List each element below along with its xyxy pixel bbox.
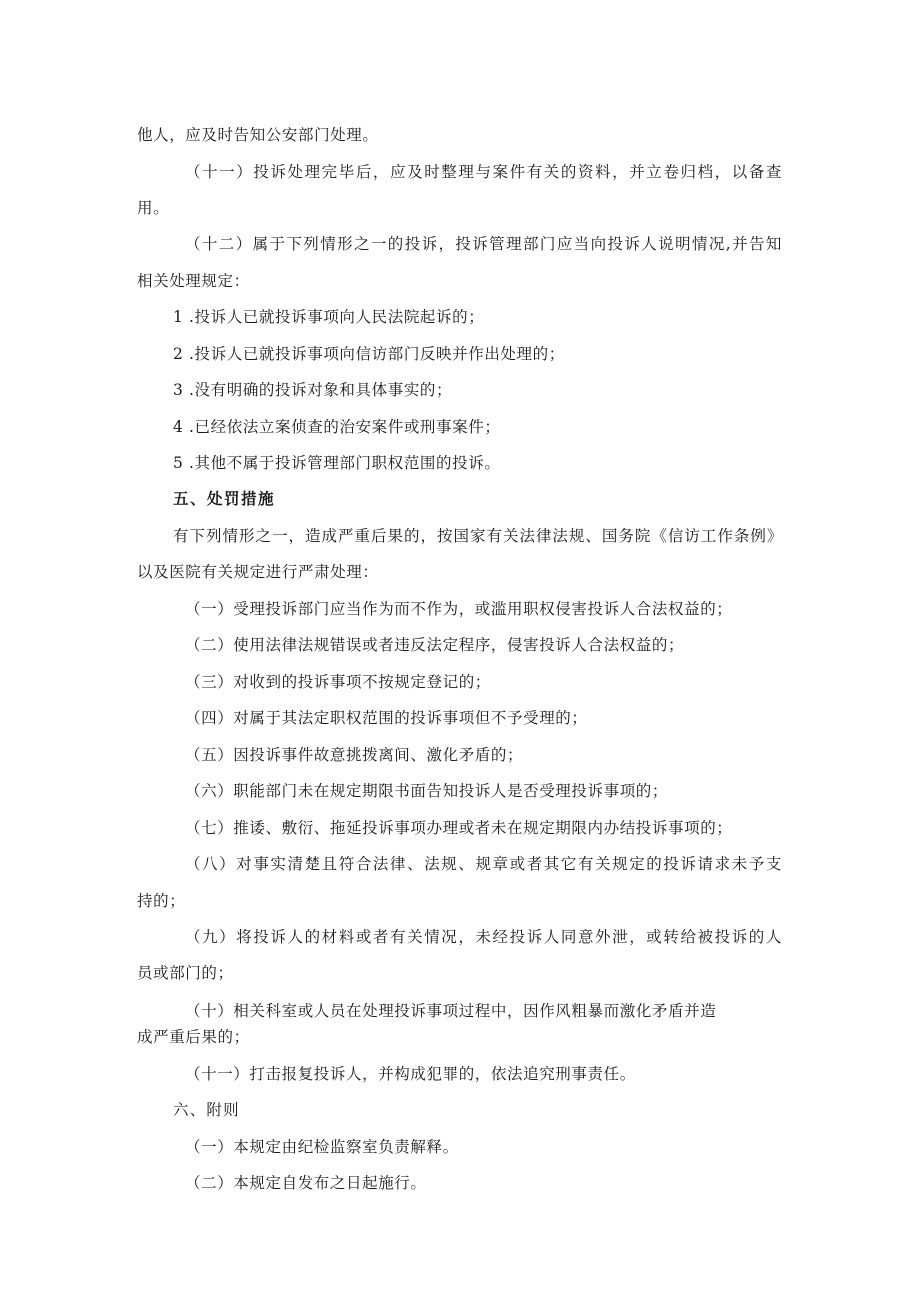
section-heading: 五、处罚措施 bbox=[173, 489, 276, 508]
list-item: 3 .没有明确的投诉对象和具体事实的； bbox=[173, 381, 453, 399]
paragraph-line: 相关处理规定： bbox=[137, 272, 250, 290]
list-item: 5 .其他不属于投诉管理部门职权范围的投诉。 bbox=[173, 454, 501, 472]
list-item: （五）因投诉事件故意挑拨离间、激化矛盾的； bbox=[185, 746, 524, 764]
list-item: （六）职能部门未在规定期限书面告知投诉人是否受理投诉事项的； bbox=[185, 782, 669, 800]
list-item: 2 .投诉人已就投诉事项向信访部门反映并作出处理的； bbox=[173, 345, 565, 363]
list-item: （二）使用法律法规错误或者违反法定程序，侵害投诉人合法权益的； bbox=[185, 636, 685, 654]
list-item-continuation: 持的； bbox=[137, 892, 186, 910]
list-item: 4 .已经依法立案侦查的治安案件或刑事案件； bbox=[173, 418, 501, 436]
paragraph-line: 以及医院有关规定进行严肃处理： bbox=[137, 563, 379, 581]
list-item: （十）相关科室或人员在处理投诉事项过程中，因作风粗暴而激化矛盾并造 bbox=[185, 1002, 717, 1020]
paragraph-line: 他人，应及时告知公安部门处理。 bbox=[137, 126, 379, 144]
list-item: （八）对事实清楚且符合法律、法规、规章或者其它有关规定的投诉请求未予支 bbox=[185, 855, 782, 873]
list-item: （九）将投诉人的材料或者有关情况，未经投诉人同意外泄，或转给被投诉的人 bbox=[185, 928, 782, 946]
list-item: （七）推诿、敷衍、拖延投诉事项办理或者未在规定期限内办结投诉事项的； bbox=[185, 819, 733, 837]
list-item: （四）对属于其法定职权范围的投诉事项但不予受理的； bbox=[185, 709, 588, 727]
list-item-continuation: 员或部门的； bbox=[137, 964, 234, 982]
list-item: （二）本规定自发布之日起施行。 bbox=[185, 1174, 427, 1192]
list-item: （三）对收到的投诉事项不按规定登记的； bbox=[185, 673, 491, 691]
section-heading: 六、附则 bbox=[173, 1101, 240, 1119]
paragraph-line: 用。 bbox=[137, 199, 170, 217]
list-item-continuation: 成严重后果的； bbox=[137, 1028, 250, 1046]
list-item: （一）受理投诉部门应当作为而不作为，或滥用职权侵害投诉人合法权益的； bbox=[185, 600, 733, 618]
paragraph-line: （十二）属于下列情形之一的投诉，投诉管理部门应当向投诉人说明情况,并告知 bbox=[185, 235, 782, 253]
list-item: 1 .投诉人已就投诉事项向人民法院起诉的； bbox=[173, 308, 485, 326]
paragraph-line: （十一）投诉处理完毕后，应及时整理与案件有关的资料，并立卷归档，以备查 bbox=[185, 163, 782, 181]
paragraph-line: 有下列情形之一，造成严重后果的，按国家有关法律法规、国务院《信访工作条例》 bbox=[173, 527, 783, 545]
list-item: （一）本规定由纪检监察室负责解释。 bbox=[185, 1138, 459, 1156]
list-item: （十一）打击报复投诉人，并构成犯罪的，依法追究刑事责任。 bbox=[185, 1065, 636, 1083]
